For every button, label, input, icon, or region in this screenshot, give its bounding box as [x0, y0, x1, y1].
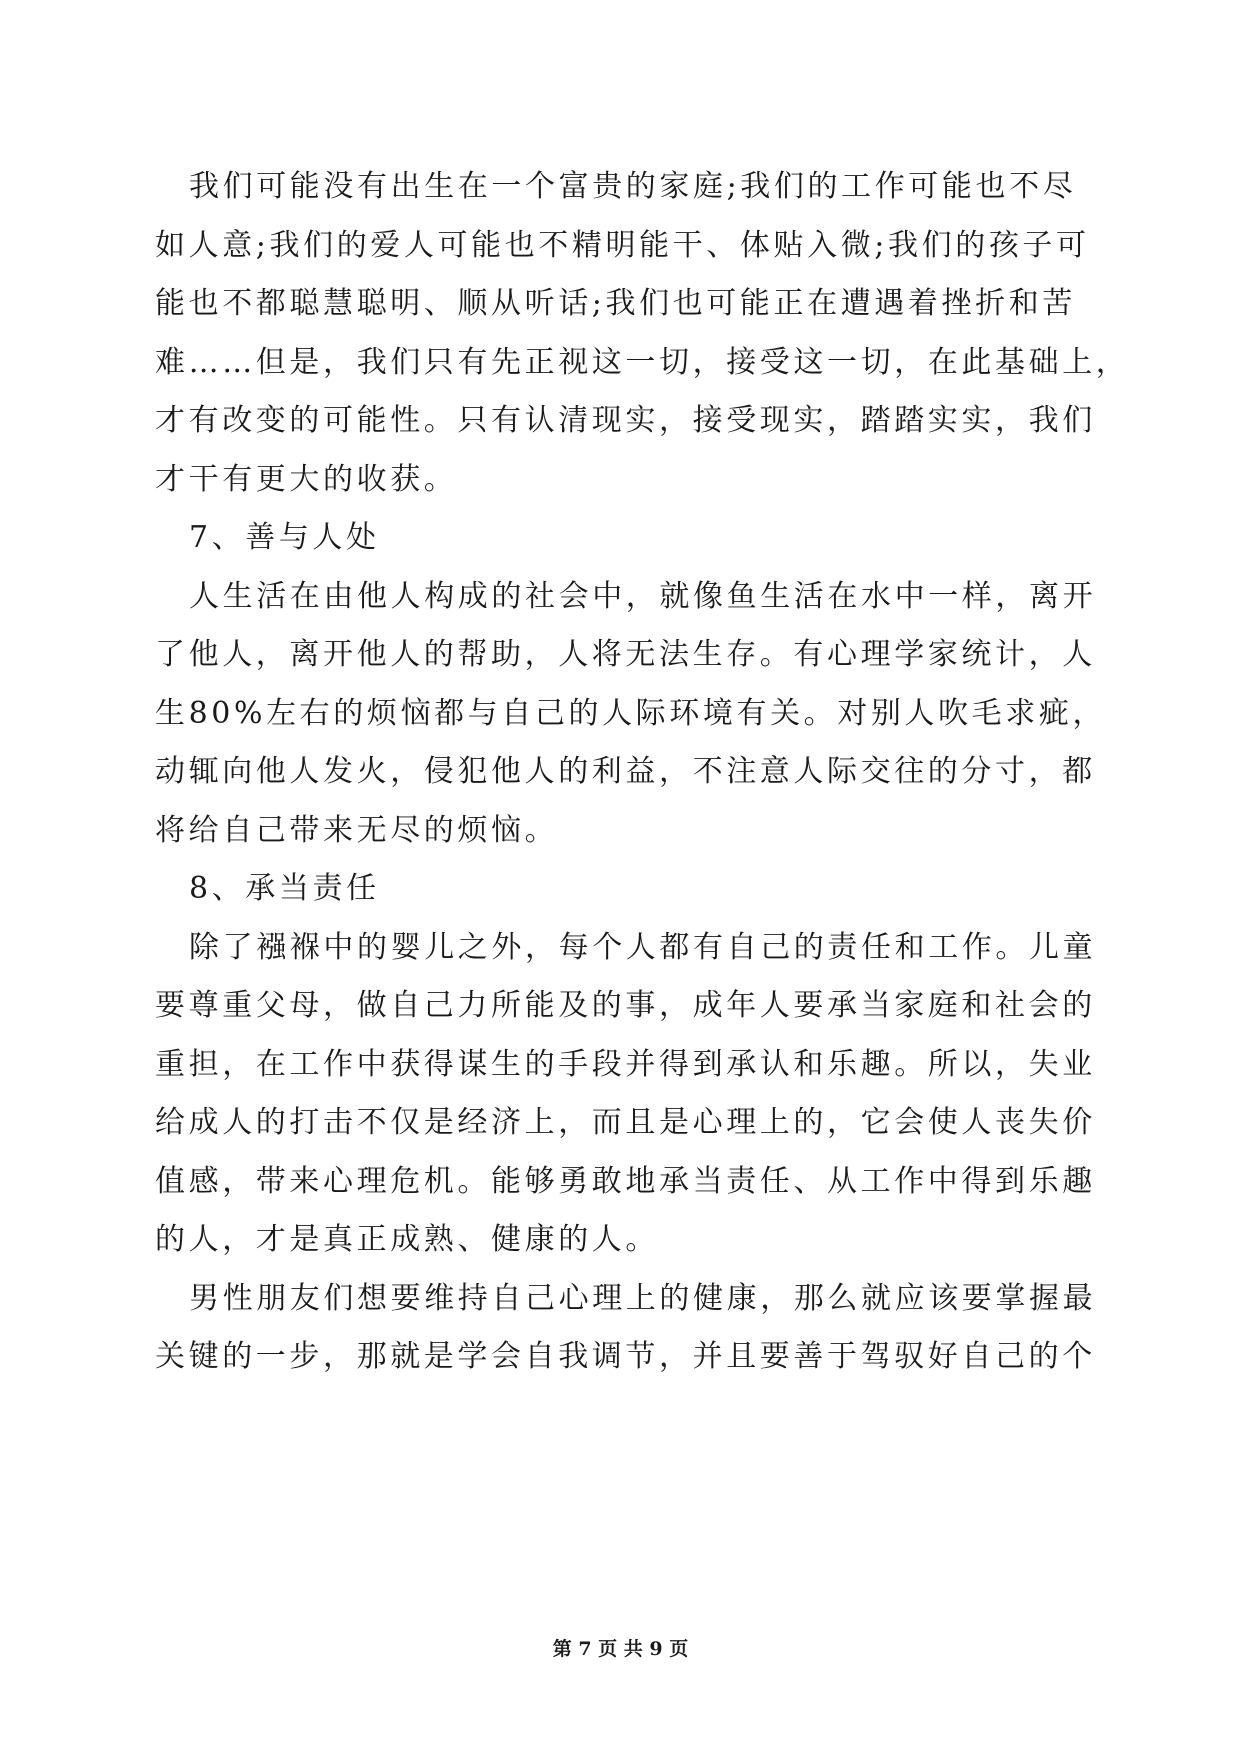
body-text	[155, 158, 1130, 1387]
paragraph-line: 生80%左右的烦恼都与自己的人际环境有关。对别人吹毛求疵，	[155, 695, 1107, 731]
paragraph-line: 才干有更大的收获。	[155, 461, 458, 497]
paragraph-line: 了他人，离开他人的帮助，人将无法生存。有心理学家统计，人	[155, 637, 1096, 672]
paragraph-line: 的人，才是真正成熟、健康的人。	[155, 1222, 659, 1257]
paragraph-line: 才有改变的可能性。只有认清现实，接受现实，踏踏实实，我们	[155, 403, 1096, 438]
paragraph-line: 动辄向他人发火，侵犯他人的利益，不注意人际交往的分寸，都	[155, 754, 1096, 789]
paragraph-line: 难……但是，我们只有先正视这一切，接受这一切，在此基础上，	[155, 344, 1130, 380]
paragraph-line: 如人意;我们的爱人可能也不精明能干、体贴入微;我们的孩子可	[155, 227, 1090, 263]
paragraph-line: 将给自己带来无尽的烦恼。	[155, 812, 559, 848]
paragraph-line: 要尊重父母，做自己力所能及的事，成年人要承当家庭和社会的	[155, 988, 1096, 1023]
paragraph-line: 给成人的打击不仅是经济上，而且是心理上的，它会使人丧失价	[155, 1105, 1096, 1140]
paragraph-line: 值感，带来心理危机。能够勇敢地承当责任、从工作中得到乐趣	[155, 1163, 1096, 1199]
section-heading-8: 8、承当责任	[189, 871, 380, 906]
paragraph-line: 除了襁褓中的婴儿之外，每个人都有自己的责任和工作。儿童	[189, 929, 1097, 965]
page-number-footer: 第 7 页 共 9 页	[552, 1638, 689, 1660]
paragraph-line: 重担，在工作中获得谋生的手段并得到承认和乐趣。所以，失业	[155, 1046, 1096, 1082]
paragraph-line: 关键的一步，那就是学会自我调节，并且要善于驾驭好自己的个	[155, 1339, 1096, 1374]
paragraph-line: 能也不都聪慧聪明、顺从听话;我们也可能正在遭遇着挫折和苦	[155, 286, 1076, 321]
paragraph-line: 人生活在由他人构成的社会中，就像鱼生活在水中一样，离开	[189, 578, 1097, 614]
section-heading-7: 7、善与人处	[189, 520, 380, 555]
paragraph-line: 我们可能没有出生在一个富贵的家庭;我们的工作可能也不尽	[189, 169, 1077, 204]
paragraph-line: 男性朋友们想要维持自己心理上的健康，那么就应该要掌握最	[189, 1280, 1097, 1316]
